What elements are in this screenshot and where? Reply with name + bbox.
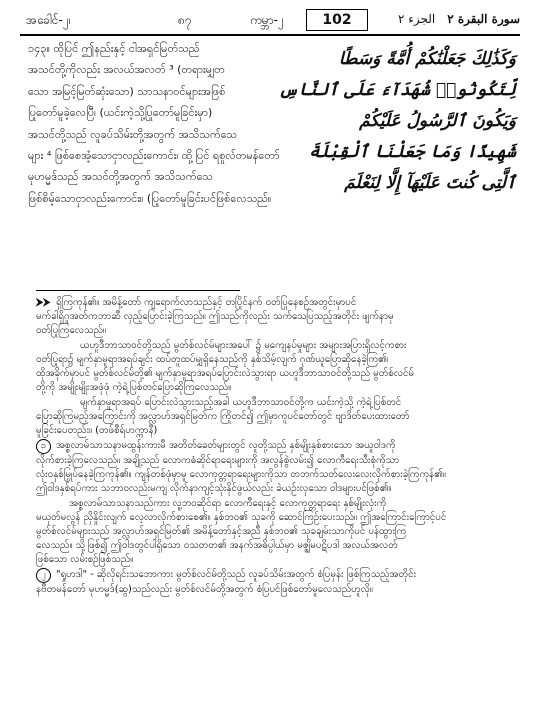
- page-header: [20, 10, 520, 32]
- footnote-line: ၂ "ရှုဟဒါ" - ဆိုလိုရင်းသဘောကား မွတ်စ်လင်မ်တို့သည် လူခပ်သိမ်းအတွက် စံပြမှန်း ဖြစ်ကြသည့်အတိုင်း: [36, 568, 514, 583]
- arabic-line: وَيَكُونَ ٱلرَّسُولُ عَلَيْكُمْ: [359, 111, 516, 131]
- continuation-arrows-icon: ⮞⮞: [36, 297, 51, 308]
- footnote-paragraph: [36, 339, 514, 395]
- footnote-continued: [36, 296, 514, 338]
- footnote-2: [36, 568, 514, 597]
- footnote-line: လိုက်စားခဲ့ကြလေသည်။ အချို့သည် လောကဓံဆိုင်ရာရေးများကို အလွန်စွဲလမ်း၍ လောကီရေးသီးစုံကိုသာ: [36, 455, 400, 466]
- translation-line: များ ⁴ ဖြစ်စေအံ့သောငှာလည်းကောင်း၊ ထို့ပြင် ရစူလ်တမန်တော်: [28, 149, 280, 163]
- footnote-line: တို့ကို အမျိုးမျိုးအဖုံဖုံ ကဲ့ရဲ့ပြစ်တင်ပြောဆိုကြလေသည်။: [36, 382, 232, 394]
- footnote-paragraph: [36, 497, 514, 567]
- footnote-1: [36, 439, 514, 496]
- translation-line: ဖြစ်စိမ့်သောငှာလည်းကောင်း။ (ပြုတော်မူခြင်းပင်ဖြစ်လေသည်။: [28, 191, 272, 205]
- footnote-line: ယဟူဒီဘာသာဝင်တို့သည် မွတ်စ်လင်မ်များအပေါ် ၌ မကျေနပ်မှုများ အများအပြားရှိလင့်ကစား: [80, 339, 407, 351]
- translation-line: အသင်တို့ကိုလည်း အလယ်အလတ် ³ (တရားမျှတ: [28, 63, 225, 77]
- footnote-line: ဝတ်ပြုကြလေသည်။: [36, 325, 106, 337]
- footnote-line: ဝတ်ပြုရာ၌ မျက်နှာမူရာအရပ်ချင်း ထပ်တူထပ်မျှရှိနေသည်ကို နှစ်သိမ့်လျက် ဂုဏ်ယူပြောဆိုနေခဲ့ကြ၏၊: [36, 354, 389, 366]
- footnote-line: လေသည်။ သို့ဖြစ်၍ ဤဝါဒတွင်ပါရှိသော ၀သတတ၏ အနက်အဓိပ္ပါယ်မှာ မဇ္ဈိမပဋိပဒါ အလယ်အလတ်: [36, 540, 398, 552]
- arabic-line: ٱلَّتِى كُنتَ عَلَيْهَآ إِلَّا لِنَعْلَمَ: [344, 173, 516, 193]
- translation-line: ၁၄၃။ ထိုပြင် ဤနည်းနှင့် ငါအရှင်မြတ်သည်: [28, 42, 200, 55]
- footnote-line: မယုတ်မလွန် ညှိနှိုင်းလျက် လေ့လာလိုက်စားစေ၏။ နှစ်ဘဝ၏ သုခကို ဆောင်ကြဉ်းပေးသည်။ ဤအကြောင်းကြောင့်ပင်: [36, 512, 447, 524]
- footnote-line: ထိုအခိုက်မှာပင် မွတ်စ်လင်မ်တို့၏ မျက်နှာမူရာအရပ်ပြောင်းလဲသွားရာ ယဟူဒီဘာသာဝင်တို့သည် မွတ်စ်လင်မ်: [36, 368, 415, 380]
- surah-title: سورة البقرة ٢: [447, 12, 520, 26]
- footnote-line: ၁ အစ္စလာမ်သာသနာမထွန်းကားမီ အတိတ်ခေတ်များတွင် လူတို့သည် နှစ်မျိုးနှစ်စားသော အယူဝါဒကို: [36, 439, 514, 454]
- translation-line: အသင်တို့သည် လူခပ်သိမ်းတို့အတွက် အသိသက်သေ: [28, 127, 237, 141]
- arabic-verse: [278, 44, 516, 199]
- footnote-line: မူခြင်းပေတည်း။ (တဖ်စီရ်ဟက္ကာနီ): [36, 425, 158, 437]
- arabic-line: لِّتَكُونُوا۟ شُهَدَآءَ عَلَى ٱلنَّاسِ: [278, 80, 516, 100]
- footnote-line: နဗီတမန်တော် မုဟမ္မဒ်(ဆွ)သည်လည်း မွတ်စ်လင်မ်တို့အတွက် စံပြပင်ဖြစ်တော်မူလေသည်ဟူလို။: [36, 584, 373, 596]
- footnote-line: ⮞⮞ ရှိကြကုန်၏။ အမိန့်တော် ကျရောက်လာသည်နှင့် တပြိုင်နက် ဝတ်ပြုနေစဉ်အတွင်းမှာပင်: [36, 297, 357, 308]
- arabic-line: وَكَذَٰلِكَ جَعَلْنَٰكُمْ أُمَّةً وَسَطًا: [338, 49, 516, 69]
- footnote-line: မက်ခါရှိဂူအတ်ကဘာဆီ လှည့်ပြောင်းခဲ့ကြသည်။ ဤသည်ကိုလည်း သက်သေပြသည့်အတိုင်း ဖျက်နာမှ: [36, 311, 394, 323]
- arabic-line: شَهِيدًا وَمَا جَعَلْنَا ٱلْقِبْلَةَ: [308, 142, 516, 162]
- footnote-line: လုံးဝနှစ်မြှုပ်နေခဲ့ကြကုန်၏။ ကျန်တစ်ဖုံမှာမူ လောကုတ္တရာရေးများကိုသာ တဘက်သတ်လေးလေးလိုက်စားခဲ့ကြကုန်၏။: [36, 469, 446, 481]
- translation-line: သော အမြင့်မြတ်ဆုံးသော) သာသနာဝင်များအဖြစ်: [28, 84, 226, 98]
- footnote-number-badge: ၂: [36, 568, 51, 583]
- footnote-line: ဖြစ်သော လမ်းစဉ်ဖြစ်သည်။: [36, 554, 134, 566]
- footnotes: [36, 296, 514, 598]
- footnote-line: ဤဝါဒနှစ်ရပ်ကား သဘာဝလည်းမကျ လိုက်နာကျင့်သုံးနိုင်ဖွယ်လည်း ခဲယဉ်းလှသော ဝါဒများပင်ဖြစ်၏။: [36, 483, 392, 495]
- footnote-paragraph: [36, 396, 514, 438]
- footnote-separator: [36, 290, 240, 291]
- footnote-number-badge: ၁: [36, 439, 51, 454]
- header-rule: [20, 34, 520, 36]
- footnote-line: မွတ်စ်လင်မ်များသည် အလ္လာဟ်အရှင်မြတ်၏ အမိန့်တော်နှင့်အညီ နှစ်ဘဝ၏ သုခချမ်းသာကိုပင် ပန်ထွားကြ: [36, 526, 407, 538]
- translation-line: မုဟမ္မဒ်သည် အသင်တို့အတွက် အသိသက်သေ: [28, 170, 213, 184]
- translation-column: [28, 38, 310, 209]
- footnote-line: အစ္စလာမ်သာသနာသည်ကား လူ့ဘဝဆိုင်ရာ လောကီရေးနှင့် လောကုတ္တရာရေး နှစ်မျိုးလုံးကို: [69, 497, 387, 509]
- section-number: ၈၇: [178, 13, 192, 27]
- translation-line: ပြုတော်မူခဲ့လေပြီ၊ (ယင်းကဲ့သို့ပြုတော်မူခြင်းမှာ): [28, 106, 213, 120]
- footnote-line: မျက်နှာမူရာအရပ် ပြောင်းလဲသွားသည့်အခါ ယဟူဒီဘာသာဝင်တို့က ယင်းကဲ့သို့ ကဲ့ရဲ့ပြစ်တင်: [80, 397, 402, 409]
- chapter-label: အခေါင်-၂၊: [26, 13, 71, 27]
- para-label: ကမ္ဘာ-၂: [250, 13, 284, 27]
- footnote-line: ပြောဆိုကြမည့်အကြောင်းကို အလ္လာဟ်အရှင်မြတ်က ကြိုတင်၍ ဤမှာကူပင်တော်တွင် ဗျာဒိတ်ပေးထားတော်: [36, 411, 410, 423]
- page-number: 102: [306, 9, 368, 31]
- juz-label: الجزء ٢: [398, 12, 436, 26]
